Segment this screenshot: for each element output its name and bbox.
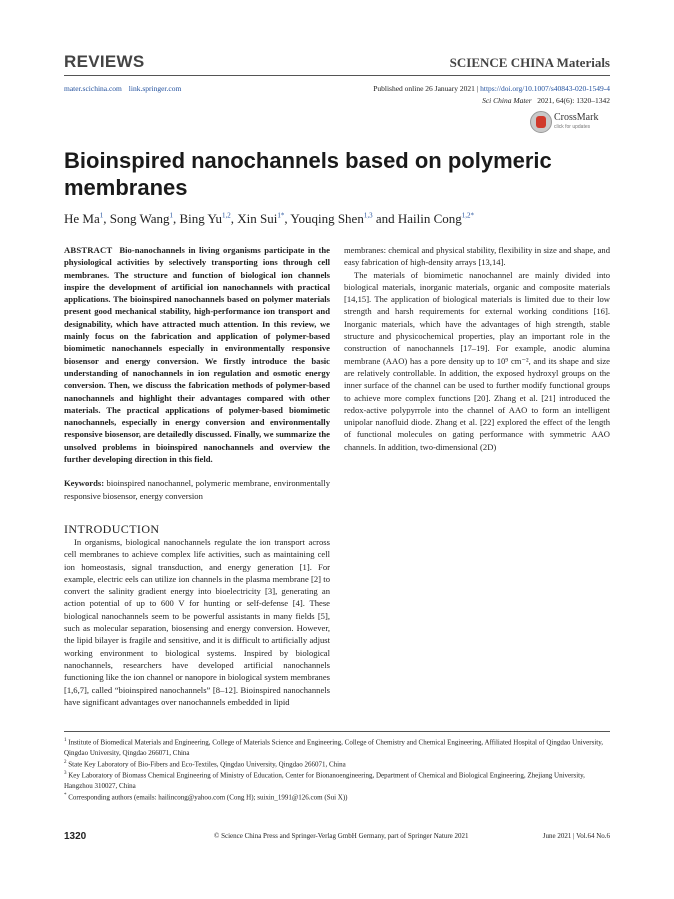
footnote-mark: 3 bbox=[64, 771, 67, 777]
crossmark-icon bbox=[530, 111, 552, 133]
footnote-text: Corresponding authors (emails: hailincong@yahoo.com (Cong H); suixin_1991@126.com (Sui X)) bbox=[66, 793, 348, 802]
page-footer bbox=[64, 831, 610, 843]
footnote-item bbox=[64, 758, 610, 770]
author-affiliation: 1 bbox=[169, 211, 173, 220]
journal-name: SCIENCE CHINA Materials bbox=[449, 55, 610, 70]
page-number: 1320 bbox=[64, 831, 87, 842]
intro-paragraph-1-part-2: membranes: chemical and physical stability, flexibility in size and shape, and easy fabrication of high-density arrays [13,14]. bbox=[344, 245, 610, 268]
doi-link[interactable]: https://doi.org/10.1007/s40843-020-1549-4 bbox=[480, 84, 610, 93]
citation-journal: Sci China Mater bbox=[482, 96, 532, 105]
crossmark-sub: click for updates bbox=[554, 124, 591, 130]
author-name: Youqing Shen bbox=[290, 211, 364, 226]
left-column bbox=[64, 244, 330, 708]
section-label: REVIEWS bbox=[64, 52, 145, 71]
author-list: He Ma$^1$, Song Wang$^1$, Bing Yu$^{1,2}$, Xin Sui$^{1*}$, Youqing Shen$^{1,3}$ and Hailin Cong$^{1,2*}$ bbox=[64, 211, 475, 226]
abstract-text: Bio-nanochannels in living organisms participate in the physiological activities by selectively transporting ions through cell membranes. The structure and function of biological ion channels inspire the development of artificial ion nanochannels with practical applications. The bioinspired nanochannels based on polymer materials present good mechanical stability, high-performance ion transport and designability, which have attracted much attention. In this review, we mainly focus on the fabrication and application of polymer-based biomimetic nanochannels especially in environmentally responsive biosensor and energy conversion. We firstly introduce the basic understanding of nanochannels in ion regulation and osmotic energy conversion. Then, we discuss the fabrication methods of polymer-based nanochannels and highlight their advantages compared with other materials. The practical applications of polymer-based biomimetic nanochannels, especially in energy conversion and environmentally responsive biosensor, are detailedly discussed. Finally, we summarize the unsolved problems in bioinspired nanochannels and overview the further developing direction in this field. bbox=[64, 245, 330, 465]
intro-heading: INTRODUCTION bbox=[64, 521, 160, 536]
footnote-mark: * bbox=[64, 793, 67, 798]
intro-paragraph-2: The materials of biomimetic nanochannel are mainly divided into biological materials, inorganic materials, organic and composite materials [14,15]. The application of biological materials is limited due to their low strength and harsh requirements for external working conditions [16]. Inorganic materials, which have the advantages of high strength, stable structure and physicochemical properties, play an important role in the construction of nanochannels [17–19]. For example, anodic alumina membrane (AAO) has a pore density up to 10⁹ cm⁻², and its shape and size are relatively controllable. In addition, the exposed hydroxyl groups on the inner surface of the channel can be used to further modify functional groups to achieve more complex functions [20]. Zhang et al. [21] introduced the redox-active polypyrrole into the channel of AAO to form an intelligent unipolar nanofluid diode. Zhang et al. [22] explored the effect of the length of functional molecules on gating performance with symmetric AAO channels. In addition, two-dimensional (2D) bbox=[344, 269, 610, 452]
author-affiliation: 1,2 bbox=[222, 211, 231, 220]
right-column bbox=[344, 244, 610, 453]
footnote-item bbox=[64, 791, 610, 803]
author-affiliation: 1,3 bbox=[363, 211, 373, 220]
journal-link-scichina[interactable]: mater.scichina.com bbox=[64, 84, 122, 93]
footnote-mark: 2 bbox=[64, 759, 67, 765]
abstract-label: ABSTRACT bbox=[64, 245, 113, 255]
footnote-mark: 1 bbox=[64, 738, 67, 743]
footnote-text: Key Laboratory of Biomass Chemical Engineering of Ministry of Education, Center for Bionanoengineering, Department of Chemical and Biological Engineering, Zhejiang University, Hangzhou 310027, China bbox=[64, 771, 585, 790]
abstract bbox=[64, 244, 330, 465]
issue-info: June 2021 | Vol.64 No.6 bbox=[542, 832, 610, 840]
intro-paragraph-1-part-1: In organisms, biological nanochannels regulate the ion transport across cell membranes to achieve complex life activities, such as maintaining cell ion homeostasis, signal transduction, and energy generation [1]. For example, electric eels can utilize ion channels in the plasma membrane [2] to convert the salinity gradient energy into bioelectricity [3], generating an action potential of up to 600 V for hunting or self-defense [4]. These biological nanochannels seem to be powerful assistants in many fields [5], such as molecular separation, biosensing and energy conversion. However, the lipid bilayer is fragile and sensitive, and it is difficult to artificially adjust working environment to biological systems. Inspired by biological nanochannels, researchers have developed artificial nanochannels functioning like the ion channel or nanopore in biological system membranes [1,6,7], called “bioinspired nanochannels” [8–12]. Bioinspired nanochannels have significant advantages over nanochannels embedded in lipid bbox=[64, 536, 330, 707]
keywords-text: bioinspired nanochannel, polymeric membrane, environmentally responsive biosensor, energy conversion bbox=[64, 478, 330, 501]
footnote-text: State Key Laboratory of Bio-Fibers and Eco-Textiles, Qingdao University, Qingdao 266071, China bbox=[66, 760, 346, 769]
footnote-rule bbox=[64, 731, 610, 732]
article-title: Bioinspired nanochannels based on polymeric membranes bbox=[64, 148, 552, 200]
publication-info bbox=[373, 83, 610, 107]
journal-links bbox=[64, 84, 186, 93]
author-affiliation: 1,2* bbox=[461, 211, 475, 220]
footnote-item bbox=[64, 736, 610, 758]
journal-link-springer[interactable]: link.springer.com bbox=[128, 84, 182, 93]
author-name: Xin Sui bbox=[237, 211, 278, 226]
footnotes bbox=[64, 736, 610, 803]
author-affiliation: 1 bbox=[99, 211, 104, 220]
footnote-item bbox=[64, 769, 610, 791]
author-name: Bing Yu bbox=[179, 211, 222, 226]
author-name: Song Wang bbox=[109, 211, 170, 226]
author-name: He Ma bbox=[64, 211, 100, 226]
author-name: Hailin Cong bbox=[397, 211, 462, 226]
crossmark-label: CrossMark bbox=[554, 112, 599, 123]
header-rule bbox=[64, 75, 610, 76]
keywords-label: Keywords: bbox=[64, 478, 105, 489]
copyright-notice: © Science China Press and Springer-Verlag GmbH Germany, part of Springer Nature 2021 bbox=[214, 832, 469, 840]
published-date: Published online 26 January 2021 | bbox=[373, 84, 481, 93]
citation-details: 2021, 64(6): 1320–1342 bbox=[537, 96, 610, 105]
crossmark-badge[interactable] bbox=[530, 111, 612, 133]
keywords bbox=[64, 477, 330, 502]
footnote-text: Institute of Biomedical Materials and Engineering, College of Materials Science and Engineering, College of Chemistry and Chemical Engineering, Affiliated Hospital of Qingdao University, Qingdao University, Qingdao 266071, China bbox=[64, 738, 604, 757]
author-affiliation: 1* bbox=[277, 211, 285, 220]
